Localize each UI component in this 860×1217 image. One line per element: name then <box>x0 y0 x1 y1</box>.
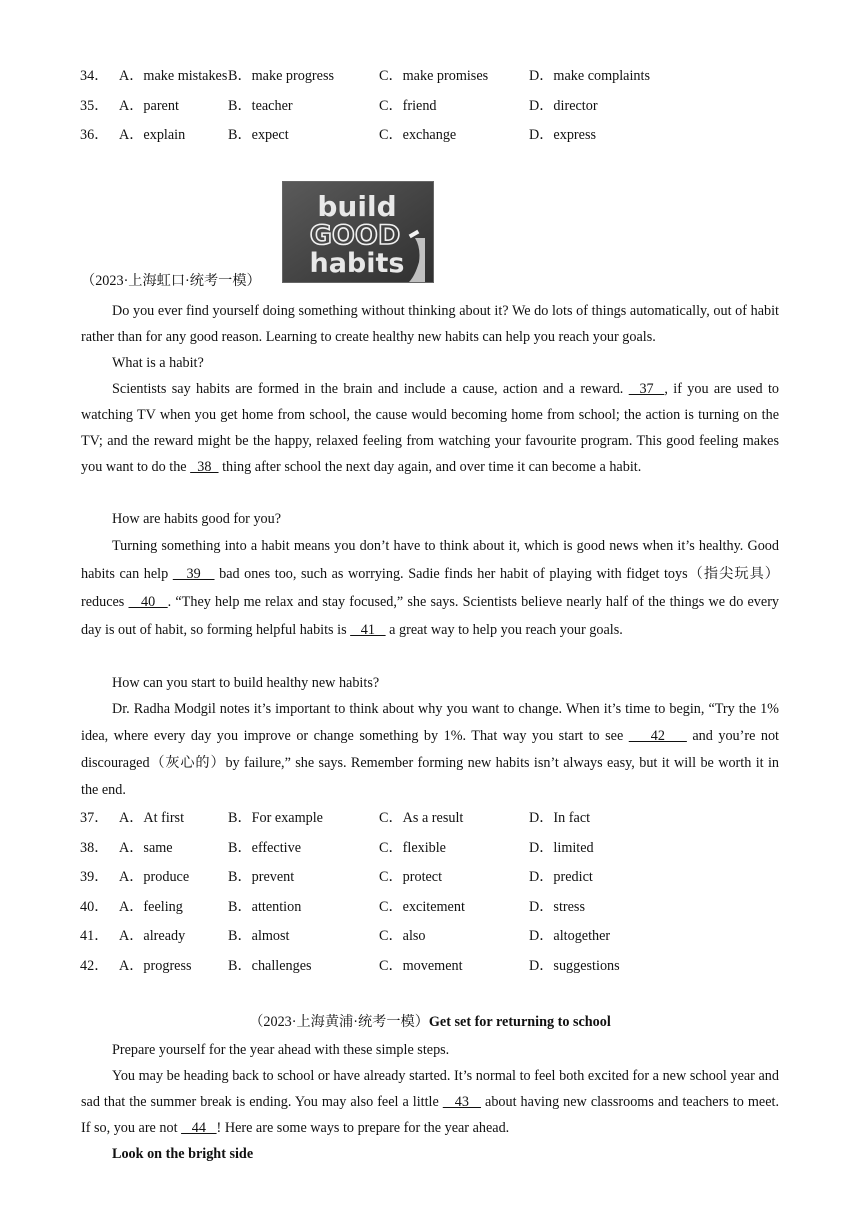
option-d: D．stress <box>529 899 585 915</box>
image-text-line1: build <box>317 190 397 223</box>
option-a: A．make mistakes <box>119 68 228 84</box>
option-c: C．exchange <box>379 127 457 143</box>
option-c: C．movement <box>379 958 463 974</box>
option-a: A．explain <box>119 127 186 143</box>
option-c: C．friend <box>379 98 437 114</box>
option-c: C．As a result <box>379 810 464 826</box>
blank-40: 40 <box>128 594 168 610</box>
passage-source: （2023·上海虹口·统考一模） <box>81 273 261 289</box>
question-number: 35． <box>80 98 109 114</box>
option-a: A．already <box>119 928 186 944</box>
blank-39: 39 <box>172 566 215 582</box>
option-b: B．For example <box>228 810 323 826</box>
option-a: A．feeling <box>119 899 183 915</box>
question-number: 39． <box>80 869 109 885</box>
chalkboard-graphic <box>283 182 434 283</box>
blank-42: 42 <box>628 728 687 744</box>
option-b: B．attention <box>228 899 302 915</box>
paragraph: Prepare yourself for the year ahead with these simple steps. <box>112 1042 450 1058</box>
option-b: B．make progress <box>228 68 334 84</box>
option-a: A．progress <box>119 958 192 974</box>
option-c: C．excitement <box>379 899 465 915</box>
section-heading: How are habits good for you? <box>112 511 282 527</box>
option-d: D．altogether <box>529 928 611 944</box>
section-heading: What is a habit? <box>112 355 204 371</box>
option-c: C．also <box>379 928 426 944</box>
option-b: B．almost <box>228 928 290 944</box>
option-c: C．flexible <box>379 840 446 856</box>
option-d: D．limited <box>529 840 594 856</box>
paragraph: You may be heading back to school or have already started. It’s normal to feel both excited for a new school year and sad that the summer break is ending. You may also feel a little 43 about having new classrooms and teachers to meet. If so, you are not 44 ! Here are some ways to prepare for the year ahead. <box>81 1068 779 1136</box>
passage-title-line <box>0 1011 860 1033</box>
paragraph: Scientists say habits are formed in the brain and include a cause, action and a reward. 37 , if you are used to watching TV when you get home from school, the cause would becoming home from school; the action is turning on the TV; and the reward might be the happy, relaxed feeling from watching your favourite program. This good feeling makes you want to do the 38 thing after school the next day again, and over time it can become a habit. <box>81 381 779 475</box>
question-number: 34． <box>80 68 109 84</box>
option-a: A．same <box>119 840 173 856</box>
option-b: B．teacher <box>228 98 293 114</box>
blank-43: 43 <box>442 1094 482 1110</box>
paragraph: Turning something into a habit means you don’t have to think about it, which is good news when it’s healthy. Good habits can help 39 bad ones too, such as worrying. Sadie finds her habit of playing with fidget toys（指尖玩具）reduces 40 . “They help me relax and stay focused,” she says. Scientists believe nearly half of the things we do every day is out of habit, so forming helpful habits is 41 a great way to help you reach your goals. <box>81 538 780 638</box>
option-d: D．make complaints <box>529 68 650 84</box>
option-a: A．produce <box>119 869 190 885</box>
blank-41: 41 <box>350 622 386 638</box>
passage-source: （2023·上海黄浦·统考一模） <box>249 1014 429 1030</box>
option-a: A．parent <box>119 98 179 114</box>
blank-37: 37 <box>628 381 665 397</box>
question-number: 37． <box>80 810 109 826</box>
paragraph: Do you ever find yourself doing something without thinking about it? We do lots of things automatically, out of habit rather than for any good reason. Learning to create healthy new habits can help you reach your goals. <box>81 303 779 345</box>
section-heading: Look on the bright side <box>112 1146 254 1162</box>
image-text-line2: GOOD <box>309 220 401 251</box>
option-b: B．effective <box>228 840 302 856</box>
option-d: D．director <box>529 98 598 114</box>
question-number: 36． <box>80 127 109 143</box>
option-b: B．challenges <box>228 958 312 974</box>
blank-44: 44 <box>181 1120 217 1136</box>
question-number: 38． <box>80 840 109 856</box>
question-number: 40． <box>80 899 109 915</box>
option-d: D．In fact <box>529 810 591 826</box>
option-b: B．expect <box>228 127 289 143</box>
option-b: B．prevent <box>228 869 295 885</box>
option-d: D．suggestions <box>529 958 620 974</box>
option-d: D．express <box>529 127 596 143</box>
section-heading: How can you start to build healthy new habits? <box>112 675 380 691</box>
question-number: 42． <box>80 958 109 974</box>
option-c: C．protect <box>379 869 443 885</box>
question-number: 41． <box>80 928 109 944</box>
image-text-line3: habits <box>309 248 405 279</box>
blank-38: 38 <box>190 459 219 475</box>
option-c: C．make promises <box>379 68 489 84</box>
option-d: D．predict <box>529 869 593 885</box>
option-a: A．At first <box>119 810 185 826</box>
passage-title: Get set for returning to school <box>428 1014 611 1030</box>
build-good-habits-image <box>282 181 434 283</box>
paragraph: Dr. Radha Modgil notes it’s important to think about why you want to change. When it’s time to begin, “Try the 1% idea, where every day you improve or change something by 1%. That way you start to see 42 and you’re not discouraged（灰心的）by failure,” she says. Remember forming new habits isn’t always easy, but it will be worth it in the end. <box>81 701 779 798</box>
